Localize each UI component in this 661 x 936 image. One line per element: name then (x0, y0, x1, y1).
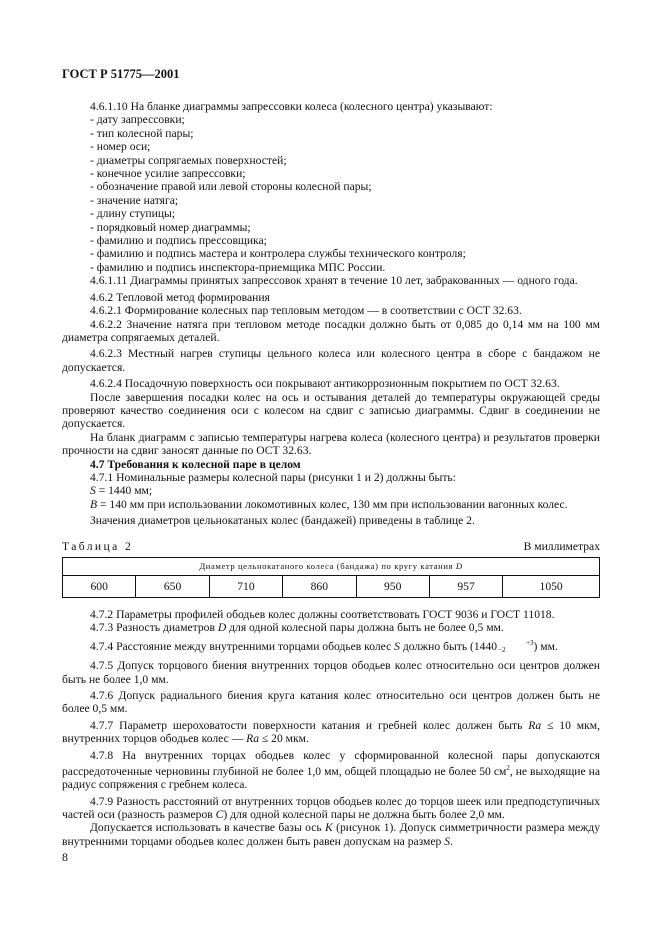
paragraph-base-axis: Допускается использовать в качестве базы ось K (рисунок 1). Допуск симметричности размера между внутренними торцами ободьев колес должен быть равен допускам на размер S. (62, 821, 601, 848)
variable-b: B (90, 497, 98, 511)
table-cell: 860 (283, 576, 356, 598)
paragraph-4-7-5: 4.7.5 Допуск торцового биения внутренних торцов ободьев колес относительно оси центров должен быть не более 1,0 мм. (62, 659, 600, 686)
paragraph-4-6-2-1: 4.6.2.1 Формирование колесных пар тепловым методом — в соответствии с ОСТ 32.63. (90, 304, 522, 318)
table-header-cell: Диаметр цельнокатаного колеса (бандажа) по кругу катания D (63, 558, 600, 576)
variable-s: S (90, 484, 96, 498)
paragraph-diagram-form: На бланк диаграмм с записью температуры нагрева колеса (колесного центра) и результатов проверки прочности на сдвиг заносят данные по ОСТ 32.63. (62, 430, 600, 458)
document-body (62, 100, 600, 848)
list-item: - порядковый номер диаграммы; (90, 220, 251, 234)
table-cell: 710 (209, 576, 282, 598)
paragraph-4-6-1-11: 4.6.1.11 Диаграммы принятых запрессовок хранят в течение 10 лет, забракованных — одного года. (90, 274, 578, 288)
list-item: - обозначение правой или левой стороны колесной пары; (90, 180, 372, 194)
table-cell: 650 (136, 576, 209, 598)
dimension-s (62, 484, 600, 497)
table-caption-row (62, 540, 600, 553)
list-item: - тип колесной пары; (90, 126, 194, 140)
list-item: - длину ступицы; (90, 207, 176, 221)
paragraph-4-6-1-10: 4.6.1.10 На бланке диаграммы запрессовки колеса (колесного центра) указывают: (90, 100, 493, 113)
paragraph-4-7-1: 4.7.1 Номинальные размеры колесной пары (рисунки 1 и 2) должны быть: (90, 470, 456, 484)
dimension-b (62, 498, 600, 511)
list-item: - фамилию и подпись инспектора-приемщика МПС России. (90, 260, 386, 274)
list-item: - фамилию и подпись прессовщика; (90, 234, 267, 248)
list-item: - конечное усилие запрессовки; (90, 167, 246, 181)
list-item: - фамилию и подпись мастера и контролера службы технического контроля; (90, 247, 466, 261)
paragraph-4-7-7: 4.7.7 Параметр шероховатости поверхности катания и гребней колес должен быть Ra ≤ 10 мкм, внутренних торцов ободьев колес — Ra ≤ 20 мкм. (62, 718, 600, 746)
paragraph-4-6-2-2: 4.6.2.2 Значение натяга при тепловом методе посадки должно быть от 0,085 до 0,14 мм на 100 мм диаметра сопрягаемых деталей. (62, 317, 600, 344)
list-item: - номер оси; (90, 140, 151, 154)
paragraph-4-7-3: 4.7.3 Разность диаметров D для одной колесной пары должна быть не более 0,5 мм. (90, 621, 504, 635)
table-cell: 957 (429, 576, 502, 598)
diameters-table (62, 557, 600, 598)
table-units: В миллиметрах (523, 539, 600, 553)
dimension-b-value: = 140 мм при использовании локомотивных колес, 130 мм при использовании вагонных колес. (97, 497, 568, 511)
paragraph-4-7-8: 4.7.8 На внутренних торцах ободьев колес у сформированной колесной пары допускаются рассредоточенные черновины глубиной не более 1,0 мм, общей площадью не более 50 $см^2$, не выходящие на радиус сопряжения с гребнем колеса. (62, 748, 600, 792)
document-header: ГОСТ Р 51775—2001 (62, 67, 180, 81)
table-cell: 1050 (503, 576, 600, 598)
list-item: - значение натяга; (90, 193, 179, 207)
table-row (63, 576, 600, 598)
page-number: 8 (62, 850, 68, 864)
paragraph-4-6-2-4: 4.6.2.4 Посадочную поверхность оси покрывают антикоррозионным покрытием по ОСТ 32.63. (90, 377, 560, 391)
table-cell: 600 (63, 576, 136, 598)
paragraph-after-assembly: После завершения посадки колес на ось и остывания деталей до температуры окружающей среды проверяют качество соединения оси с колесом на сдвиг с записью диаграммы. Сдвиг в соединении не допускается. (62, 390, 600, 431)
section-heading-4-7: 4.7 Требования к колесной паре в целом (90, 457, 301, 471)
paragraph-4-7-4: 4.7.4 Расстояние между внутренними торцами ободьев колес S должно быть (1440 +3 −2 ) мм. (90, 639, 558, 655)
table-cell: 950 (356, 576, 429, 598)
list-item: - диаметры сопрягаемых поверхностей; (90, 153, 287, 167)
paragraph-table-reference: Значения диаметров цельнокатаных колес (бандажей) приведены в таблице 2. (90, 514, 475, 528)
paragraph-4-6-2-3: 4.6.2.3 Местный нагрев ступицы цельного колеса или колесного центра в сборе с бандажом не допускается. (62, 347, 600, 374)
paragraph-4-7-2: 4.7.2 Параметры профилей ободьев колес должны соответствовать ГОСТ 9036 и ГОСТ 11018. (90, 608, 555, 621)
paragraph-4-7-9: 4.7.9 Разность расстояний от внутренних торцов ободьев колес до торцов шеек или предподступичных частей оси (разность размеров C) для одной колесной пары не должна быть более 2,0 мм. (62, 794, 600, 822)
dimension-s-value: = 1440 мм; (95, 484, 153, 498)
paragraph-4-7-6: 4.7.6 Допуск радиального биения круга катания колес относительно оси центров должен быть не более 0,5 мм. (62, 688, 600, 716)
requirements-list (62, 113, 600, 274)
paragraph-4-6-2: 4.6.2 Тепловой метод формирования (90, 290, 270, 304)
list-item: - дату запрессовки; (90, 113, 185, 127)
table-header-row (63, 558, 600, 576)
table-caption: Таблица 2 (62, 539, 134, 553)
tolerance-fraction: +3 −2 (498, 639, 534, 655)
